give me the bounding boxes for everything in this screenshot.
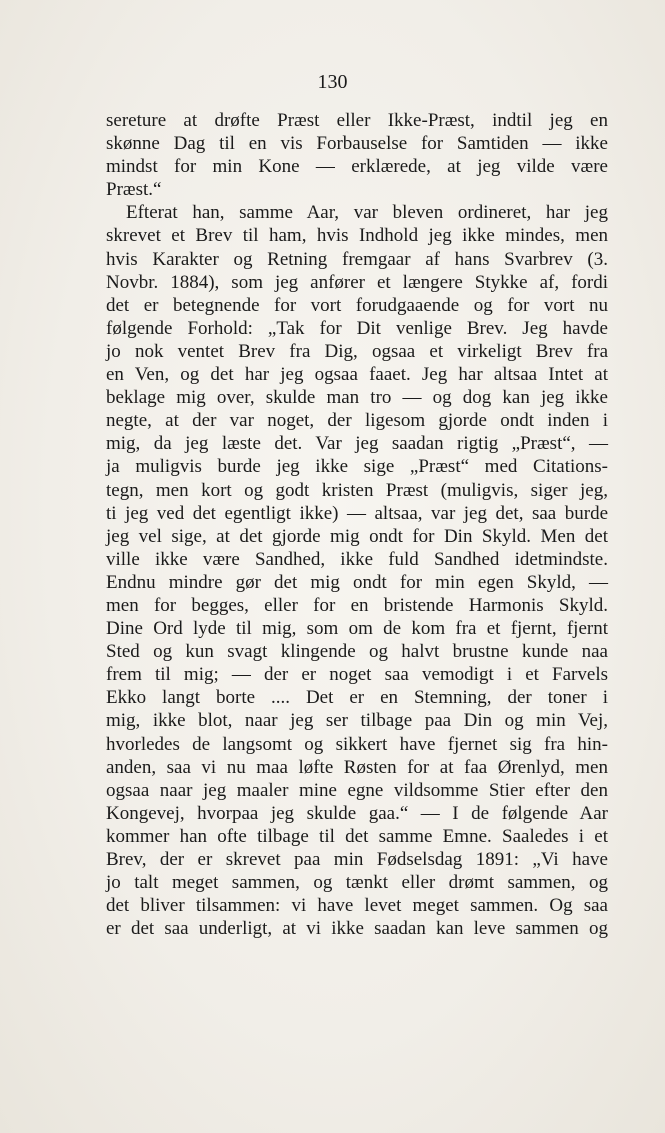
text-line: Ekko langt borte .... Det er en Stemning, der toner i: [106, 687, 608, 709]
text-line: mindst for min Kone — erklærede, at jeg vilde være: [106, 156, 608, 178]
text-line: mig, da jeg læste det. Var jeg saadan rigtig „Præst“, —: [106, 433, 608, 455]
text-line: hvorledes de langsomt og sikkert have fjernet sig fra hin-: [106, 733, 608, 755]
text-line: anden, saa vi nu maa løfte Røsten for at faa Ørenlyd, men: [106, 756, 608, 778]
text-line: negte, at der var noget, der ligesom gjorde ondt inden i: [106, 410, 608, 432]
text-line: Sted og kun svagt klingende og halvt brustne kunde naa: [106, 641, 608, 663]
text-line: en Ven, og det har jeg ogsaa faaet. Jeg har altsaa Intet at: [106, 364, 608, 386]
text-line: skrevet et Brev til ham, hvis Indhold jeg ikke mindes, men: [106, 225, 608, 247]
text-line: jo nok ventet Brev fra Dig, ogsaa et virkeligt Brev fra: [106, 340, 608, 362]
text-line: Efterat han, samme Aar, var bleven ordineret, har jeg: [126, 202, 608, 224]
text-line: ogsaa naar jeg maaler mine egne vildsomme Stier efter den: [106, 779, 608, 801]
text-line: jeg vel sige, at det gjorde mig ondt for Din Skyld. Men det: [106, 525, 608, 547]
text-line: ti jeg ved det egentligt ikke) — altsaa, var jeg det, saa burde: [106, 502, 608, 524]
text-line: jo talt meget sammen, og tænkt eller drømt sammen, og: [106, 872, 608, 894]
text-line: følgende Forhold: „Tak for Dit venlige Brev. Jeg havde: [106, 317, 608, 339]
text-line: det bliver tilsammen: vi have levet meget sammen. Og saa: [106, 895, 608, 917]
text-line: hvis Karakter og Retning fremgaar af hans Svarbrev (3.: [106, 248, 608, 270]
page-number: 130: [317, 71, 348, 93]
text-line: Kongevej, hvorpaa jeg skulde gaa.“ — I de følgende Aar: [106, 802, 608, 824]
text-line: frem til mig; — der er noget saa vemodigt i et Farvels: [106, 664, 608, 686]
text-line: tegn, men kort og godt kristen Præst (muligvis, siger jeg,: [106, 479, 608, 501]
text-line: mig, ikke blot, naar jeg ser tilbage paa Din og min Vej,: [106, 710, 608, 732]
text-line: sereture at drøfte Præst eller Ikke-Præst, indtil jeg en: [106, 110, 608, 131]
text-line: ville ikke være Sandhed, ikke fuld Sandhed idetmindste.: [106, 548, 608, 570]
text-line: beklage mig over, skulde man tro — og dog kan jeg ikke: [106, 387, 608, 409]
text-line: Dine Ord lyde til mig, som om de kom fra et fjernt, fjernt: [106, 618, 608, 640]
text-line: kommer han ofte tilbage til det samme Emne. Saaledes i et: [106, 825, 608, 847]
text-line: Novbr. 1884), som jeg anfører et længere Stykke af, fordi: [106, 271, 608, 293]
text-line: men for begges, eller for en bristende Harmonis Skyld.: [106, 594, 608, 616]
text-line: skønne Dag til en vis Forbauselse for Samtiden — ikke: [106, 133, 608, 155]
text-line: det er betegnende for vort forudgaaende og for vort nu: [106, 294, 608, 316]
text-line: Brev, der er skrevet paa min Fødselsdag 1891: „Vi have: [106, 849, 608, 870]
text-line: Præst.“: [106, 179, 162, 201]
text-line: er det saa underligt, at vi ikke saadan kan leve sammen og: [106, 918, 608, 940]
text-line: Endnu mindre gør det mig ondt for min egen Skyld, —: [106, 571, 608, 593]
body-text: [106, 109, 608, 940]
text-line: ja muligvis burde jeg ikke sige „Præst“ med Citations-: [106, 456, 608, 478]
